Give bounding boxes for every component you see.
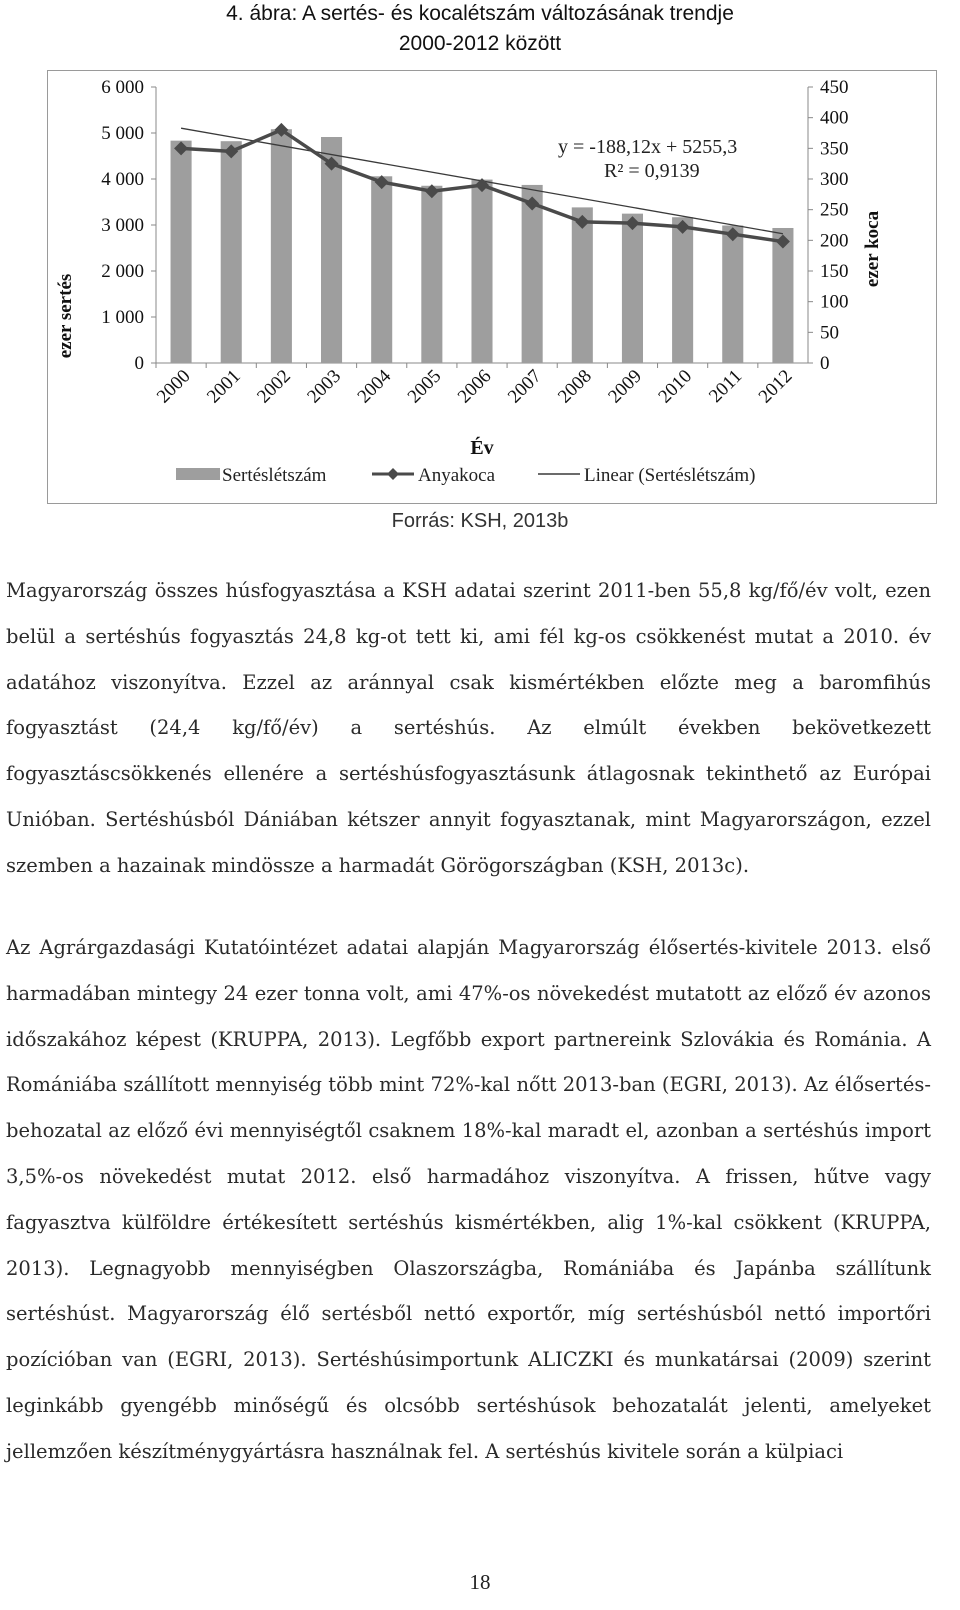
bar-2000 [171, 141, 192, 363]
right-tick-label: 250 [820, 199, 849, 221]
x-tick-label-2002: 2002 [253, 365, 295, 408]
x-tick-label-2006: 2006 [453, 365, 496, 408]
left-tick-label: 6 000 [101, 77, 144, 98]
bar-2002 [271, 129, 292, 363]
figure-title: 4. ábra: A sertés- és kocalétszám változásának trendje [226, 2, 734, 25]
legend-label-linear: Linear (Sertéslétszám) [584, 465, 756, 486]
right-tick-label: 200 [820, 230, 849, 252]
left-tick-label: 0 [134, 353, 144, 374]
bar-2008 [572, 207, 593, 363]
figure-subtitle: 2000-2012 között [398, 32, 562, 55]
x-tick-label-2000: 2000 [152, 365, 195, 408]
bar-2006 [471, 180, 492, 363]
bar-2011 [722, 226, 743, 363]
x-tick-label-2012: 2012 [754, 365, 797, 408]
figure-source: Forrás: KSH, 2013b [391, 510, 569, 532]
x-tick-label-2008: 2008 [554, 365, 596, 408]
legend-label-sertes: Sertéslétszám [222, 465, 327, 486]
x-tick-label-2009: 2009 [604, 365, 646, 408]
left-tick-label: 5 000 [101, 123, 144, 144]
right-tick-label: 100 [820, 291, 849, 313]
bar-2009 [622, 214, 643, 363]
x-tick-label-2011: 2011 [705, 365, 747, 407]
x-axis-label: Év [470, 437, 494, 459]
left-tick-label: 4 000 [101, 169, 144, 190]
legend-label-anyakoca: Anyakoca [418, 465, 496, 486]
paragraph-1: Magyarország összes húsfogyasztása a KSH adatai szerint 2011-ben 55,8 kg/fő/év volt, ezen belül a sertéshús fogyasztás 24,8 kg-ot tett ki, ami fél kg-os csökkenést mutat a 2010. év adatához viszonyítva. Ezzel az aránnyal csak kismértékben előzte meg a baromfihús fogyasztást (24,4 kg/fő/év) a sertéshús. Az elmúlt években bekövetkezett fogyasztáscsökkenés ellenére a sertéshúsfogyasztásunk átlagosnak tekinthető az Európai Unióban. Sertéshúsból Dániában kétszer annyit fogyasztanak, mint Magyarországon, ezzel szemben a hazainak mindössze a harmadát Görögországban (KSH, 2013c). [6, 579, 931, 877]
y-axis-label-right: ezer koca [862, 210, 883, 288]
x-tick-label-2003: 2003 [303, 365, 346, 408]
bar-2001 [221, 141, 242, 363]
legend-marker-anyakoca [387, 468, 399, 480]
right-tick-label: 150 [820, 261, 849, 282]
left-tick-label: 2 000 [101, 261, 144, 282]
right-tick-label: 350 [820, 138, 849, 160]
right-tick-label: 400 [820, 107, 849, 129]
right-tick-label: 450 [820, 77, 849, 98]
chart-legend [176, 465, 755, 486]
right-tick-label: 300 [820, 169, 849, 190]
x-tick-label-2004: 2004 [353, 365, 396, 408]
right-tick-label: 0 [820, 353, 830, 374]
x-tick-label-2001: 2001 [203, 365, 245, 408]
paragraph-2: Az Agrárgazdasági Kutatóintézet adatai alapján Magyarország élősertés-kivitele 2013. első harmadában mintegy 24 ezer tonna volt, ami 47%-os növekedést mutatott az előző év azonos időszakához képest (KRUPPA, 2013). Legfőbb export partnereink Szlovákia és Románia. A Romániába szállított mennyiség több mint 72%-kal nőtt 2013-ban (EGRI, 2013). Az élősertés-behozatal az előző évi mennyiségtől csaknem 18%-kal maradt el, azonban a sertéshús import 3,5%-os növekedést mutat 2012. első harmadához viszonyítva. A frissen, hűtve vagy fagyasztva külföldre értékesített sertéshús kismértékben, alig 1%-kal csökkent (KRUPPA, 2013). Legnagyobb mennyiségben Olaszországba, Romániába és Japánba szállítunk sertéshúst. Magyarország élő sertésből nettó exportőr, míg sertéshúsból nettó importőri pozícióban van (EGRI, 2013). Sertéshúsimportunk ALICZKI és munkatársai (2009) szerint leginkább gyengébb minőségű és olcsóbb sertéshúsok behozatalát jelenti, amelyeket jellemzően készítménygyártásra használnak fel. A sertéshús kivitele során a külpiaci [6, 936, 931, 1463]
left-tick-label: 1 000 [101, 307, 144, 328]
page-number: 18 [469, 1570, 491, 1594]
bar-2005 [421, 186, 442, 363]
legend-swatch-sertes [176, 468, 220, 480]
y-axis-label-left: ezer sertés [55, 273, 76, 359]
x-tick-label-2010: 2010 [654, 365, 697, 408]
right-tick-label: 50 [820, 322, 839, 344]
bar-2010 [672, 217, 693, 363]
trend-r-squared: R² = 0,9139 [604, 160, 700, 182]
bar-2007 [522, 185, 543, 363]
bar-line-chart [48, 71, 936, 503]
left-tick-label: 3 000 [101, 215, 144, 236]
chart-container [47, 70, 937, 504]
trend-equation: y = -188,12x + 5255,3 [558, 136, 738, 158]
x-tick-label-2007: 2007 [503, 365, 546, 408]
bar-2003 [321, 137, 342, 363]
x-tick-label-2005: 2005 [403, 365, 446, 408]
bar-2004 [371, 176, 392, 363]
